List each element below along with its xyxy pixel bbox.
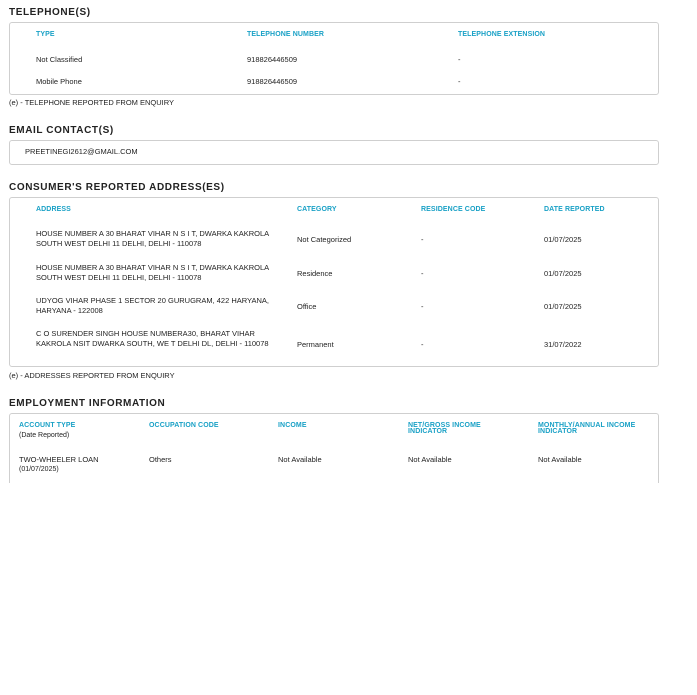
telephone-table [9, 22, 659, 95]
address-row-3-address: UDYOG VIHAR PHASE 1 SECTOR 20 GURUGRAM, 422 HARYANA, HARYANA - 122008 [36, 296, 269, 315]
address-note: (e) - ADDRESSES REPORTED FROM ENQUIRY [9, 371, 175, 380]
address-row-4-code: - [421, 340, 424, 349]
employment-header-net-gross: NET/GROSS INCOME INDICATOR [408, 422, 481, 435]
telephone-row-2-extension: - [458, 77, 461, 86]
telephone-note: (e) - TELEPHONE REPORTED FROM ENQUIRY [9, 98, 175, 107]
address-section-title: CONSUMER'S REPORTED ADDRESS(ES) [9, 182, 225, 193]
email-section-title: EMAIL CONTACT(S) [9, 125, 114, 136]
telephone-row-1-type: Not Classified [36, 55, 83, 64]
address-row-2-date: 01/07/2025 [544, 269, 582, 278]
address-row-3-category: Office [297, 302, 317, 311]
telephone-section-title: TELEPHONE(S) [9, 7, 91, 18]
address-header-address: ADDRESS [36, 206, 71, 213]
address-row-1-date: 01/07/2025 [544, 235, 582, 244]
employment-monthly-annual: Not Available [538, 455, 582, 464]
address-header-residence-code: RESIDENCE CODE [421, 206, 486, 213]
telephone-header-extension: TELEPHONE EXTENSION [458, 31, 546, 38]
address-row-3-code: - [421, 302, 424, 311]
employment-header-date-reported: (Date Reported) [19, 432, 70, 439]
email-box [9, 140, 659, 165]
employment-section-title: EMPLOYMENT INFORMATION [9, 398, 166, 409]
address-header-date: DATE REPORTED [544, 206, 605, 213]
employment-header-occupation: OCCUPATION CODE [149, 422, 219, 429]
telephone-row-1-extension: - [458, 55, 461, 64]
employment-table [9, 413, 659, 483]
telephone-row-2-type: Mobile Phone [36, 77, 82, 86]
address-row-1-address: HOUSE NUMBER A 30 BHARAT VIHAR N S I T, DWARKA KAKROLA SOUTH WEST DELHI 11 DELHI, DELHI - 110078 [36, 229, 269, 248]
address-row-4-date: 31/07/2022 [544, 340, 582, 349]
employment-occupation: Others [149, 455, 172, 464]
telephone-row-1-number: 918826446509 [247, 55, 298, 64]
address-row-2-code: - [421, 269, 424, 278]
employment-header-monthly-annual: MONTHLY/ANNUAL INCOME INDICATOR [538, 422, 636, 435]
telephone-row-2-number: 918826446509 [247, 77, 298, 86]
employment-account-type: TWO-WHEELER LOAN [19, 455, 99, 464]
address-row-1-code: - [421, 235, 424, 244]
telephone-header-type: TYPE [36, 31, 55, 38]
employment-net-gross: Not Available [408, 455, 452, 464]
address-row-3-date: 01/07/2025 [544, 302, 582, 311]
address-row-2-category: Residence [297, 269, 333, 278]
address-row-4-address: C O SURENDER SINGH HOUSE NUMBERA30, BHARAT VIHAR KAKROLA NSIT DWARKA SOUTH, WE T DELHI DL, DELHI - 110078 [36, 329, 269, 348]
employment-header-income: INCOME [278, 422, 307, 429]
telephone-header-number: TELEPHONE NUMBER [247, 31, 325, 38]
employment-header-account-type: ACCOUNT TYPE [19, 422, 76, 429]
employment-account-date: (01/07/2025) [19, 466, 59, 473]
email-value: PREETINEGI2612@GMAIL.COM [25, 147, 138, 156]
address-row-1-category: Not Categorized [297, 235, 352, 244]
address-header-category: CATEGORY [297, 206, 337, 213]
employment-income: Not Available [278, 455, 322, 464]
address-table [9, 197, 659, 367]
address-row-2-address: HOUSE NUMBER A 30 BHARAT VIHAR N S I T, DWARKA KAKROLA SOUTH WEST DELHI 11 DELHI, DELHI - 110078 [36, 263, 269, 282]
address-row-4-category: Permanent [297, 340, 334, 349]
